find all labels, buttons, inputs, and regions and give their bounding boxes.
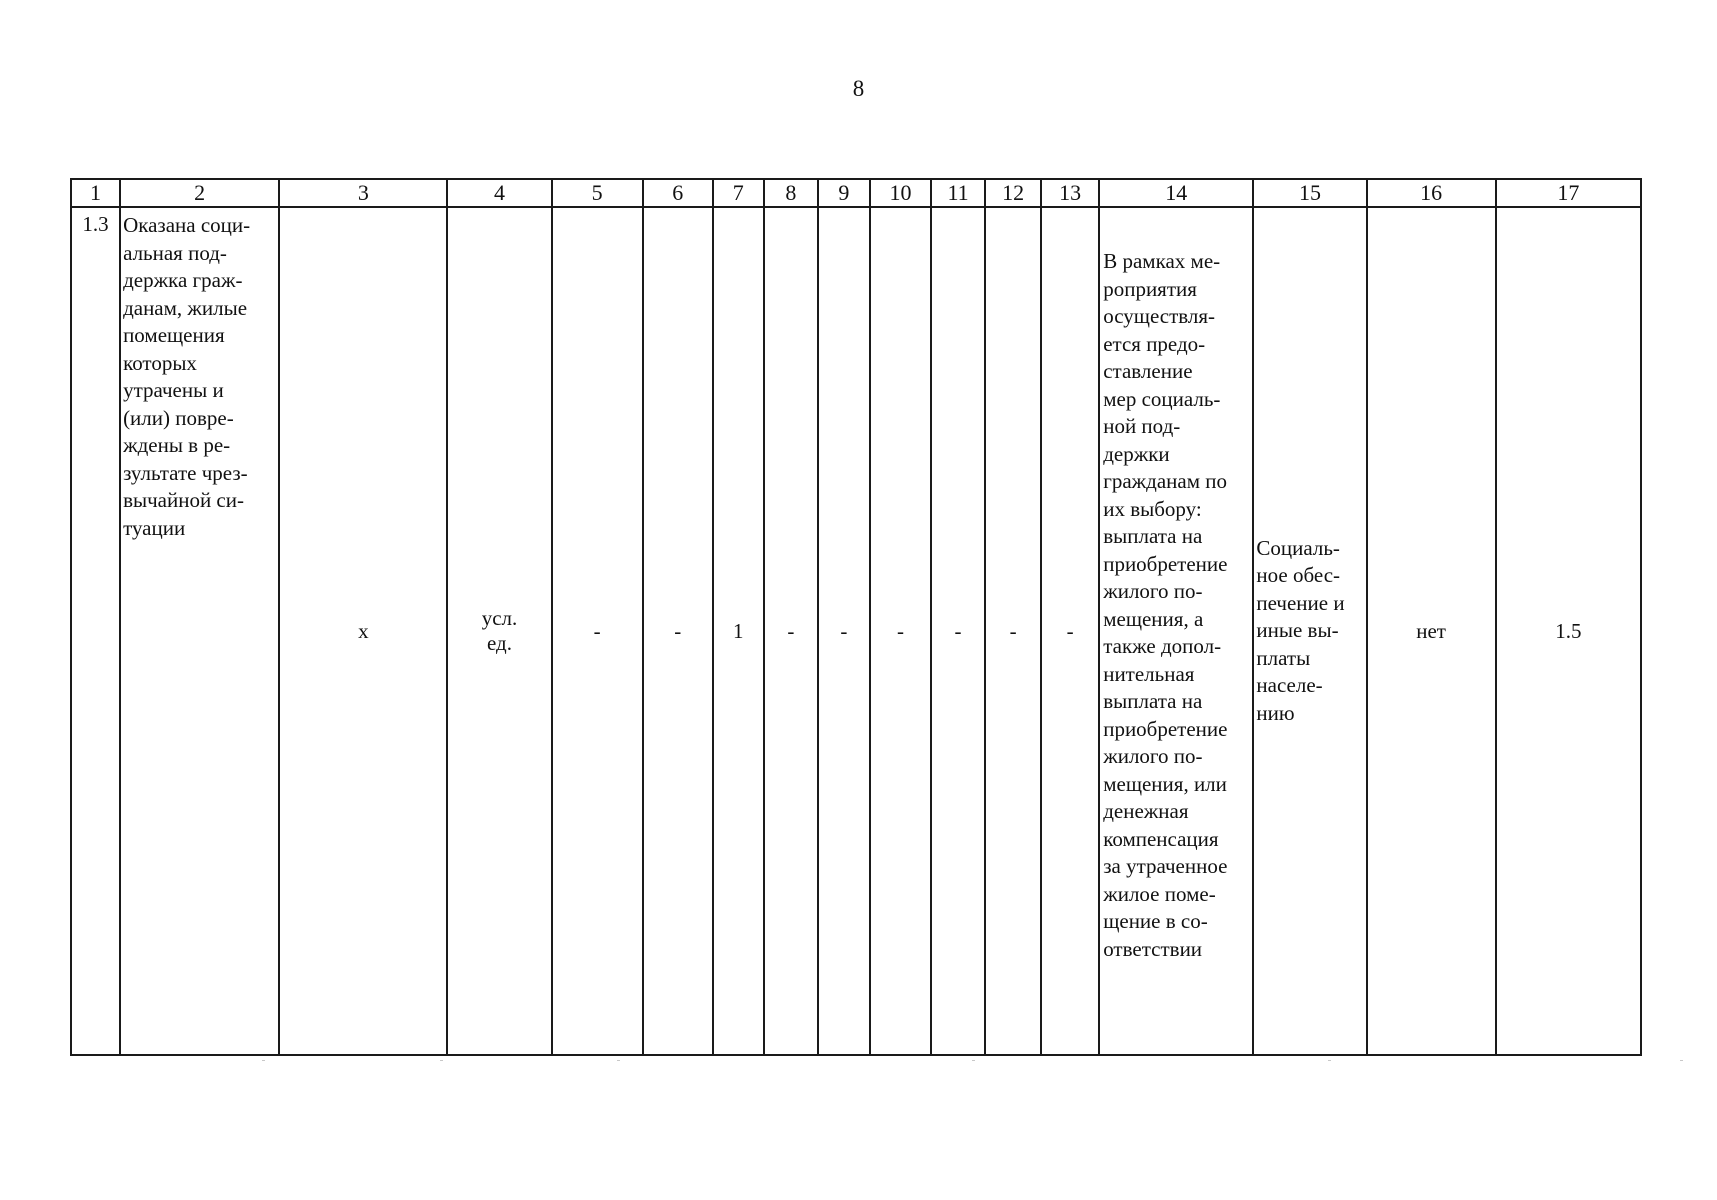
column-header-2: 2: [120, 179, 279, 207]
cell-col-6: -: [643, 207, 713, 1055]
table-row: [71, 207, 1641, 1055]
column-header-6: 6: [643, 179, 713, 207]
cell-col-5: -: [552, 207, 643, 1055]
cell-item-number: 1.3: [71, 207, 120, 1055]
column-header-12: 12: [985, 179, 1041, 207]
cell-col-9: -: [818, 207, 870, 1055]
cell-result-name: Оказана соци- альная под- держка граж- данам, жилые помещения которых утрачены и (или) повре- ждены в ре- зультате чрез- вычайной си- туации: [120, 207, 279, 1055]
cell-budget-type: Социаль- ное обес- печение и иные вы- платы населе- нию: [1253, 207, 1366, 1055]
header-row: [71, 179, 1641, 207]
cell-col-3: x: [279, 207, 447, 1055]
column-header-9: 9: [818, 179, 870, 207]
column-header-14: 14: [1099, 179, 1253, 207]
cell-description: В рамках ме- роприятия осуществля- ется предо- ставление мер социаль- ной под- держки гражданам по их выбору: выплата на приобретение жилого по- мещения, а также допол- нительная выплата на приобретение жилого по- мещения, или денежная компенсация за утраченное жилое поме- щение в со- ответствии: [1099, 207, 1253, 1055]
column-header-17: 17: [1496, 179, 1641, 207]
scan-noise: [0, 1060, 1717, 1062]
cell-col-13: -: [1041, 207, 1099, 1055]
cell-col-17: 1.5: [1496, 207, 1641, 1055]
column-header-3: 3: [279, 179, 447, 207]
cell-col-12: -: [985, 207, 1041, 1055]
column-header-5: 5: [552, 179, 643, 207]
cell-col-16: нет: [1367, 207, 1496, 1055]
column-header-4: 4: [447, 179, 551, 207]
column-header-15: 15: [1253, 179, 1366, 207]
page-number: 8: [852, 76, 865, 101]
cell-unit: усл. ед.: [447, 207, 551, 1055]
program-table: [70, 178, 1642, 1056]
column-header-7: 7: [713, 179, 764, 207]
cell-col-10: -: [870, 207, 931, 1055]
cell-col-8: -: [764, 207, 818, 1055]
column-header-16: 16: [1367, 179, 1496, 207]
column-header-13: 13: [1041, 179, 1099, 207]
column-header-8: 8: [764, 179, 818, 207]
cell-col-11: -: [931, 207, 985, 1055]
cell-col-7: 1: [713, 207, 764, 1055]
column-header-11: 11: [931, 179, 985, 207]
column-header-10: 10: [870, 179, 931, 207]
column-header-1: 1: [71, 179, 120, 207]
